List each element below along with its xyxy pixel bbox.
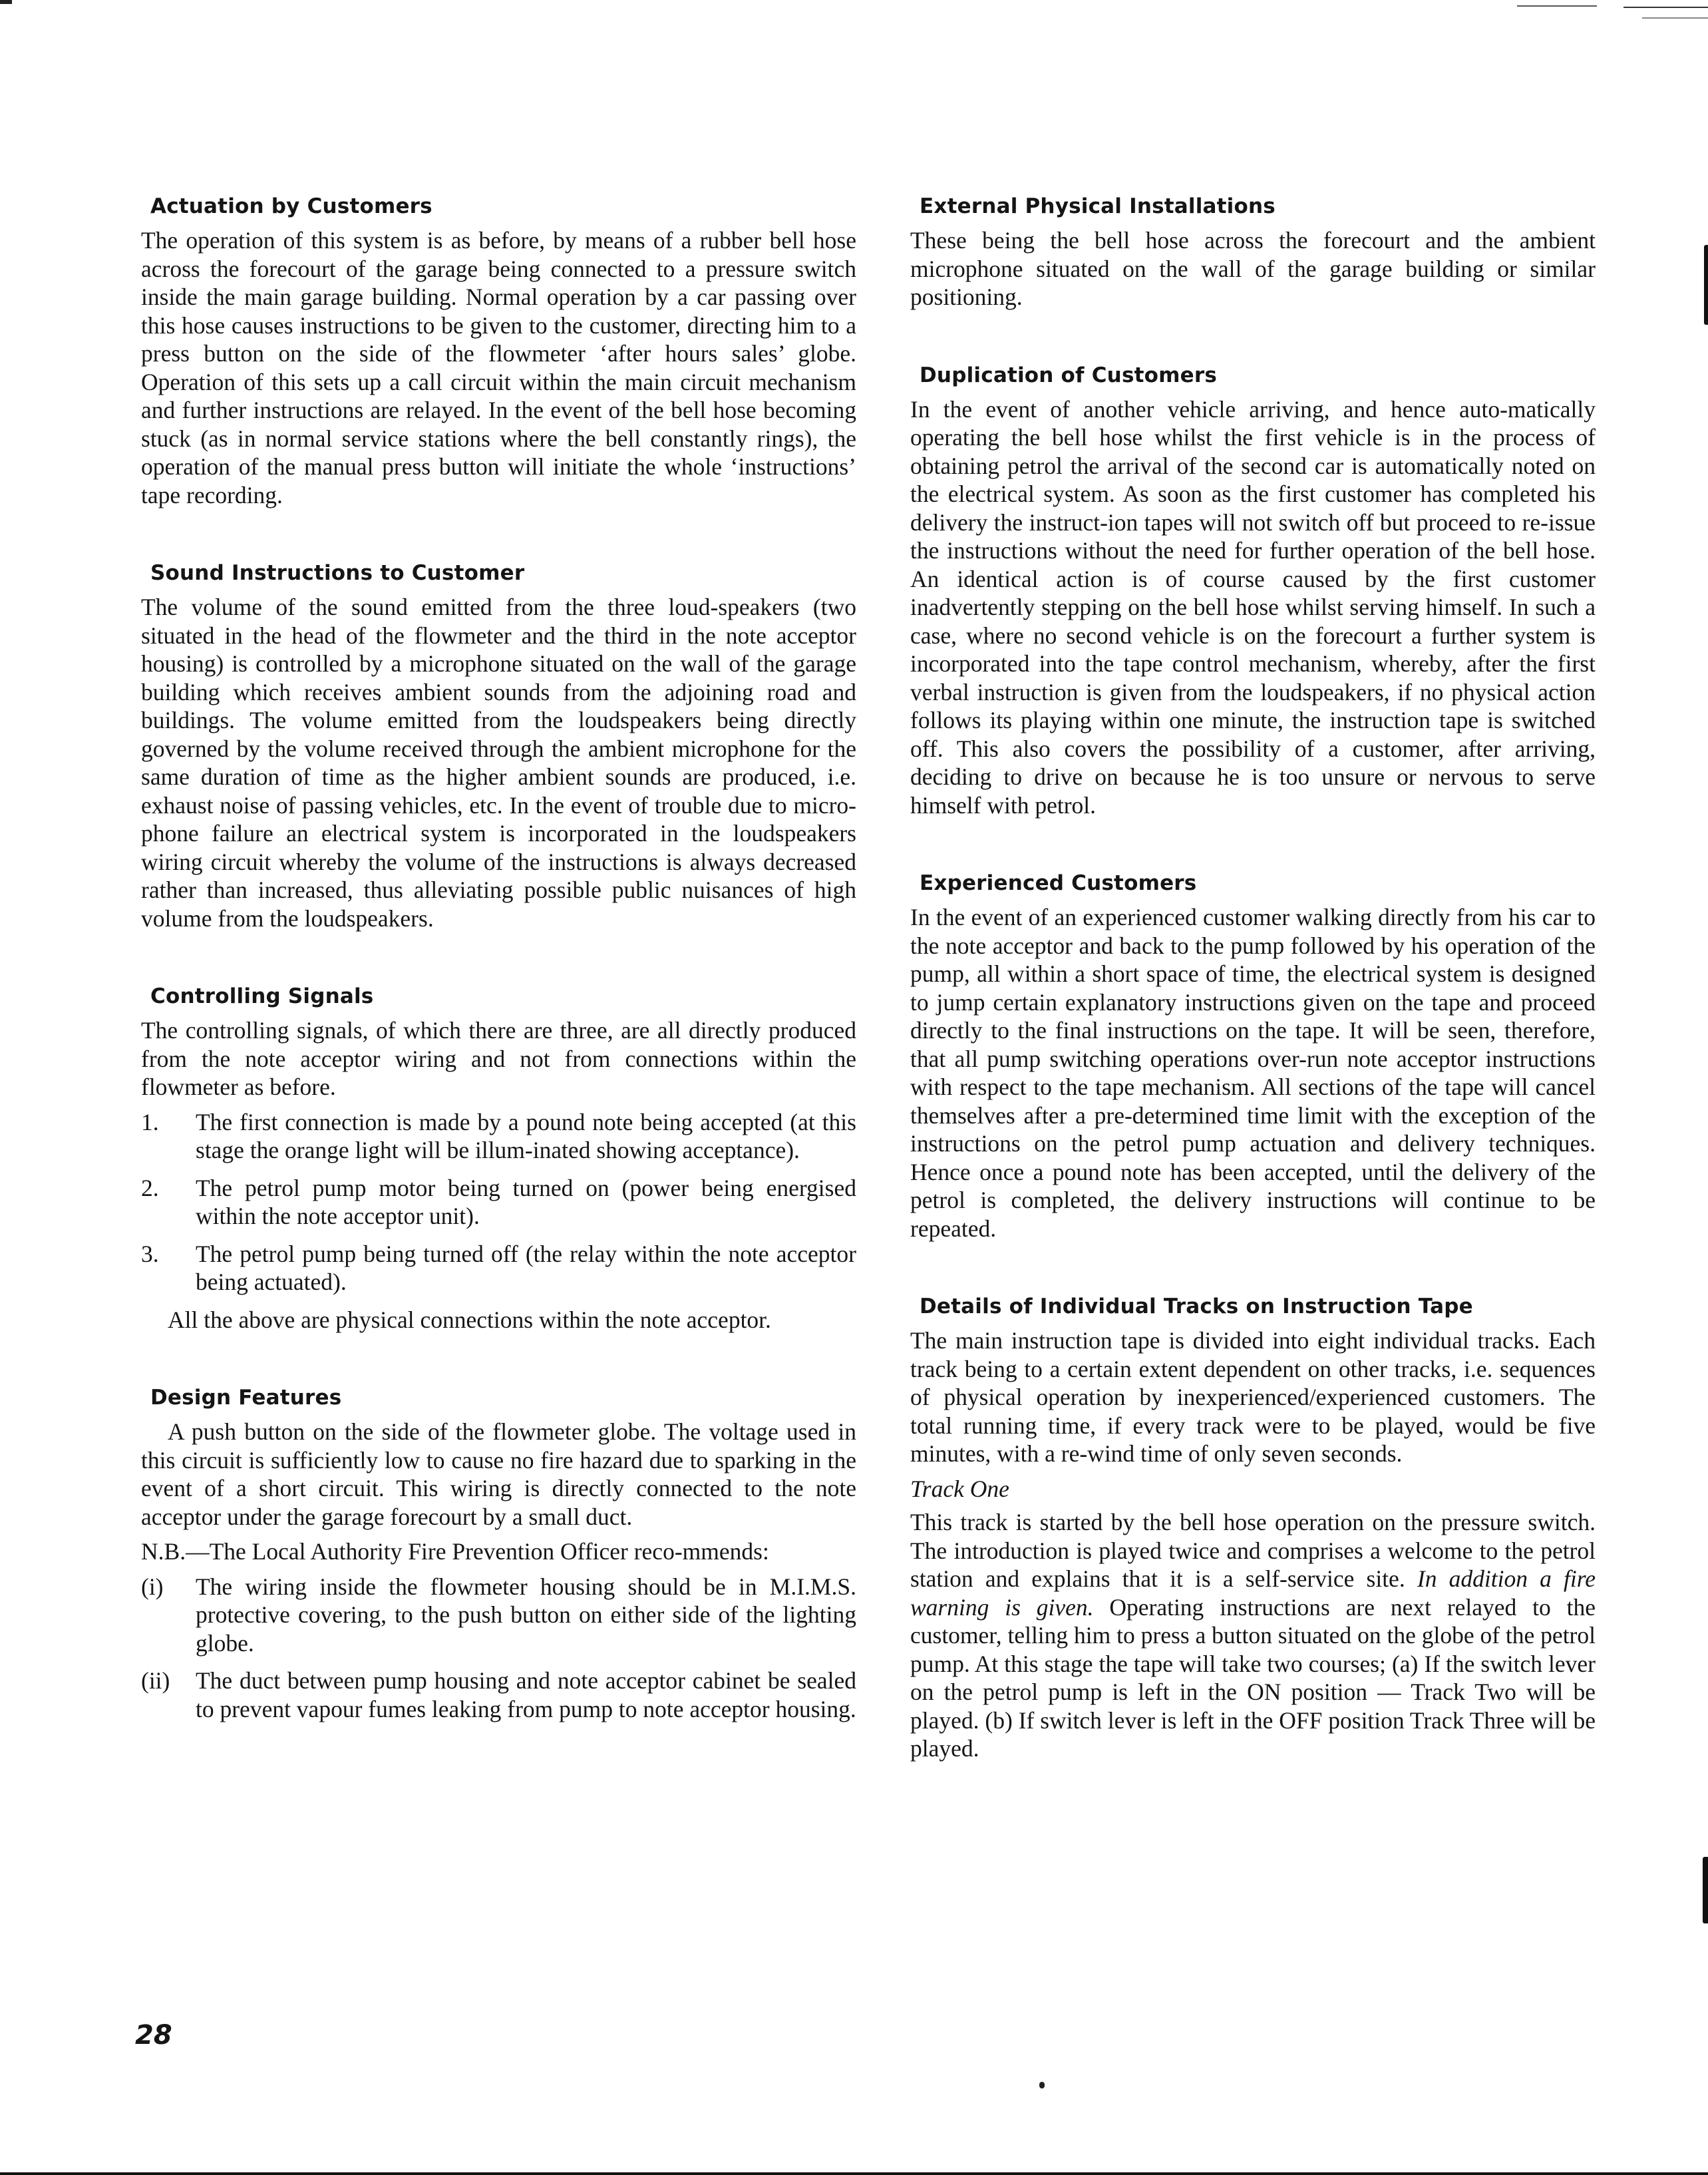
section-paragraph: All the above are physical connections within the note acceptor. [168,1306,771,1333]
list-text: The petrol pump being turned off (the relay within the note acceptor being actuated). [196,1240,856,1295]
binding-mark [1704,245,1708,325]
track-text: Operating instructions are next relayed to the customer, telling him to press a button situated on the globe of the petrol pump. At this stage the tape will take two courses; (a) If the switch lever on the petrol pump is left in the ON position — Track Two will be played. (b) If switch lever is left in the OFF position Track Three will be played. [910,1593,1596,1762]
numbered-list [141,1108,856,1296]
section-external [910,193,1596,311]
section-paragraph: The main instruction tape is divided into eight individual tracks. Each track being to a certain extent dependent on other tracks, i.e. sequences of physical operation by inexperienced/experienced customers. The total running time, if every track were to be played, would be five minutes, with a re-wind time of only seven seconds. [910,1327,1596,1467]
scan-edge-line [1623,7,1708,8]
section-experienced [910,870,1596,1243]
scan-edge-line [1642,17,1708,19]
list-number: 1. [141,1108,159,1135]
list-item [141,1174,856,1231]
section-heading: Details of Individual Tracks on Instruction Tape [920,1294,1473,1318]
fire-warning-text: In addition a fire warning is given. [910,1565,1596,1621]
list-item [141,1667,856,1723]
track-text: This track is started by the bell hose operation on the pressure switch. The introduction is played twice and comprises a welcome to the petrol station and explains that it is a self-service site. [910,1509,1596,1592]
scan-edge-line [1517,5,1597,7]
section-heading: Design Features [150,1386,342,1410]
section-heading: Actuation by Customers [150,194,432,218]
list-number: (i) [141,1573,164,1600]
scan-bottom-edge [0,2172,1708,2175]
roman-list [141,1573,856,1724]
list-item [141,1240,856,1296]
section-paragraph: The controlling signals, of which there are three, are all directly produced from the note acceptor wiring and not from connections within the flowmeter as before. [141,1017,856,1100]
scan-edge-mark [0,0,12,4]
list-text: The wiring inside the flowmeter housing should be in M.I.M.S. protective covering, to the push button on either side of the lighting globe. [196,1573,856,1657]
nb-note: N.B.—The Local Authority Fire Prevention Officer reco-mmends: [141,1538,769,1565]
track-title: Track One [910,1475,1009,1502]
section-design [141,1384,856,1723]
binding-mark [1703,1857,1708,1923]
section-paragraph: These being the bell hose across the forecourt and the ambient microphone situated on the wall of the garage building or similar positioning. [910,227,1596,310]
track-paragraph [910,1508,1596,1763]
section-paragraph: A push button on the side of the flowmeter globe. The voltage used in this circuit is sufficiently low to cause no fire hazard due to sparking in the event of a short circuit. This wiring is directly connected to the note acceptor under the garage forecourt by a small duct. [141,1418,856,1530]
section-heading: Sound Instructions to Customer [150,561,525,585]
section-paragraph: The volume of the sound emitted from the three loud-speakers (two situated in the head of the flowmeter and the third in the note acceptor housing) is controlled by a microphone situated on the wall of the garage building which receives ambient sounds from the adjoining road and buildings. The volume emitted from the loudspeakers being directly governed by the volume received through the ambient microphone for the same duration of time as the higher ambient sounds are produced, i.e. exhaust noise of passing vehicles, etc. In the event of trouble due to micro-phone failure an electrical system is incorporated in the loudspeakers wiring circuit whereby the volume of the instructions is always decreased rather than increased, thus alleviating possible public nuisances of high volume from the loudspeakers. [141,594,856,932]
list-number: 3. [141,1240,159,1267]
page-number: 28 [135,2020,172,2051]
list-item [141,1573,856,1658]
list-number: (ii) [141,1667,170,1694]
left-column [141,193,856,1774]
section-details [910,1293,1596,1763]
section-paragraph: The operation of this system is as before, by means of a rubber bell hose across the forecourt of the garage being connected to a pressure switch inside the main garage building. Normal operation by a car passing over this hose causes instructions to be given to the customer, directing him to a press button on the side of the flowmeter ‘after hours sales’ globe. Operation of this sets up a call circuit within the main circuit mechanism and further instructions are relayed. In the event of the bell hose becoming stuck (as in normal service stations where the bell constantly rings), the operation of the manual press button will initiate the whole ‘instructions’ tape recording. [141,227,856,508]
list-text: The first connection is made by a pound note being accepted (at this stage the orange light will be illum-inated showing acceptance). [196,1108,856,1163]
section-heading: Duplication of Customers [920,363,1217,387]
section-sound [141,560,856,932]
section-heading: Experienced Customers [920,871,1197,895]
scan-speck [1039,2082,1045,2088]
section-controlling [141,983,856,1334]
section-paragraph: In the event of an experienced customer walking directly from his car to the note acceptor and back to the pump followed by his operation of the pump, all within a short space of time, the electrical system is designed to jump certain explanatory instructions given on the tape and proceed directly to the final instructions on the tape. It will be seen, therefore, that all pump switching operations over-run note acceptor instructions with respect to the tape mechanism. All sections of the tape will cancel themselves after a pre-determined time limit with the exception of the instructions on the petrol pump actuation and delivery techniques. Hence once a pound note has been accepted, until the delivery of the petrol is completed, the delivery instructions will continue to be repeated. [910,904,1596,1242]
section-heading: External Physical Installations [920,194,1276,218]
section-paragraph: In the event of another vehicle arriving, and hence auto-matically operating the bell hose whilst the first vehicle is in the process of obtaining petrol the arrival of the second car is automatically noted on the electrical system. As soon as the first customer has completed his delivery the instruct-ion tapes will not switch off but proceed to re-issue the instructions without the need for further operation of the bell hose. An identical action is of course caused by the first customer inadvertently stepping on the bell hose whilst serving himself. In such a case, where no second vehicle is on the forecourt a further system is incorporated into the tape control mechanism, whereby, after the first verbal instruction is given from the loudspeakers, if no physical action follows its playing within one minute, the instruction tape is switched off. This also covers the possibility of a customer, after arriving, deciding to drive on because he is too unsure or nervous to serve himself with petrol. [910,395,1596,819]
list-number: 2. [141,1174,159,1201]
right-column [910,193,1596,1814]
section-duplication [910,362,1596,820]
list-text: The duct between pump housing and note acceptor cabinet be sealed to prevent vapour fumes leaking from pump to note acceptor housing. [196,1667,856,1722]
section-heading: Controlling Signals [150,984,374,1008]
list-text: The petrol pump motor being turned on (power being energised within the note acceptor unit). [196,1174,856,1229]
section-actuation [141,193,856,509]
list-item [141,1108,856,1165]
